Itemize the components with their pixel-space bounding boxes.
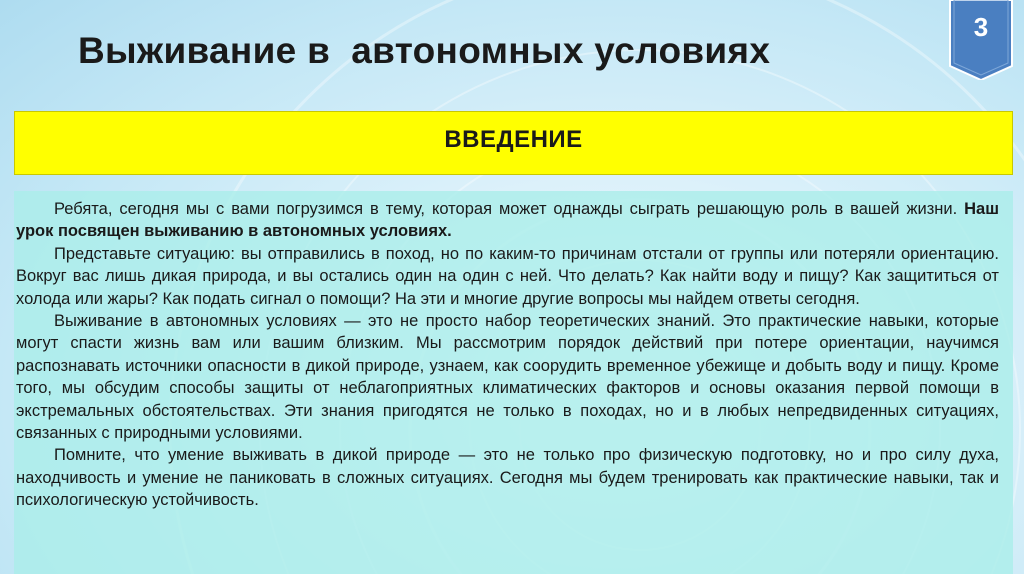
paragraph-skills: Выживание в автономных условиях — это не просто набор теоретических знаний. Это практические навыки, которые могут спасти жизнь вам или вашим близким. Мы рассмотрим порядок действий при потере ориентации, научимся распознавать источники опасности в дикой природе, узнаем, как соорудить временное убежище и добыть воду и пищу. Кроме того, мы обсудим способы защиты от неблагоприятных климатических факторов и основы оказания первой помощи в экстремальных обстоятельствах. Эти знания пригодятся не только в походах, но и в любых непредвиденных ситуациях, связанных с природными условиями. — [16, 312, 999, 443]
page-number-badge — [948, 0, 1014, 80]
paragraph-intro — [16, 198, 999, 243]
paragraph-intro-text: Ребята, сегодня мы с вами погрузимся в тему, которая может однажды сыграть решающую роль в вашей жизни. — [54, 200, 965, 218]
section-banner — [14, 111, 1013, 175]
slide-title: Выживание в автономных условиях — [78, 30, 771, 71]
paragraph-situation: Представьте ситуацию: вы отправились в поход, но по каким-то причинам отстали от группы или потеряли ориентацию. Вокруг вас лишь дикая природа, и вы остались один на один с ней. Что делать? Как найти воду и пищу? Как защититься от холода или жары? Как подать сигнал о помощи? На эти и многие другие вопросы мы найдем ответы сегодня. — [16, 244, 999, 308]
content-text-box — [14, 191, 1013, 574]
paragraph-intro-bold: Наш урок посвящен выживанию в автономных условиях. — [16, 200, 999, 241]
page-number: 3 — [973, 12, 989, 42]
paragraph-conclusion: Помните, что умение выживать в дикой природе — это не только про физическую подготовку, но и про силу духа, находчивость и умение не паниковать в сложных ситуациях. Сегодня мы будем тренировать как практические навыки, так и психологическую устойчивость. — [16, 446, 999, 510]
section-title: ВВЕДЕНИЕ — [444, 126, 583, 153]
